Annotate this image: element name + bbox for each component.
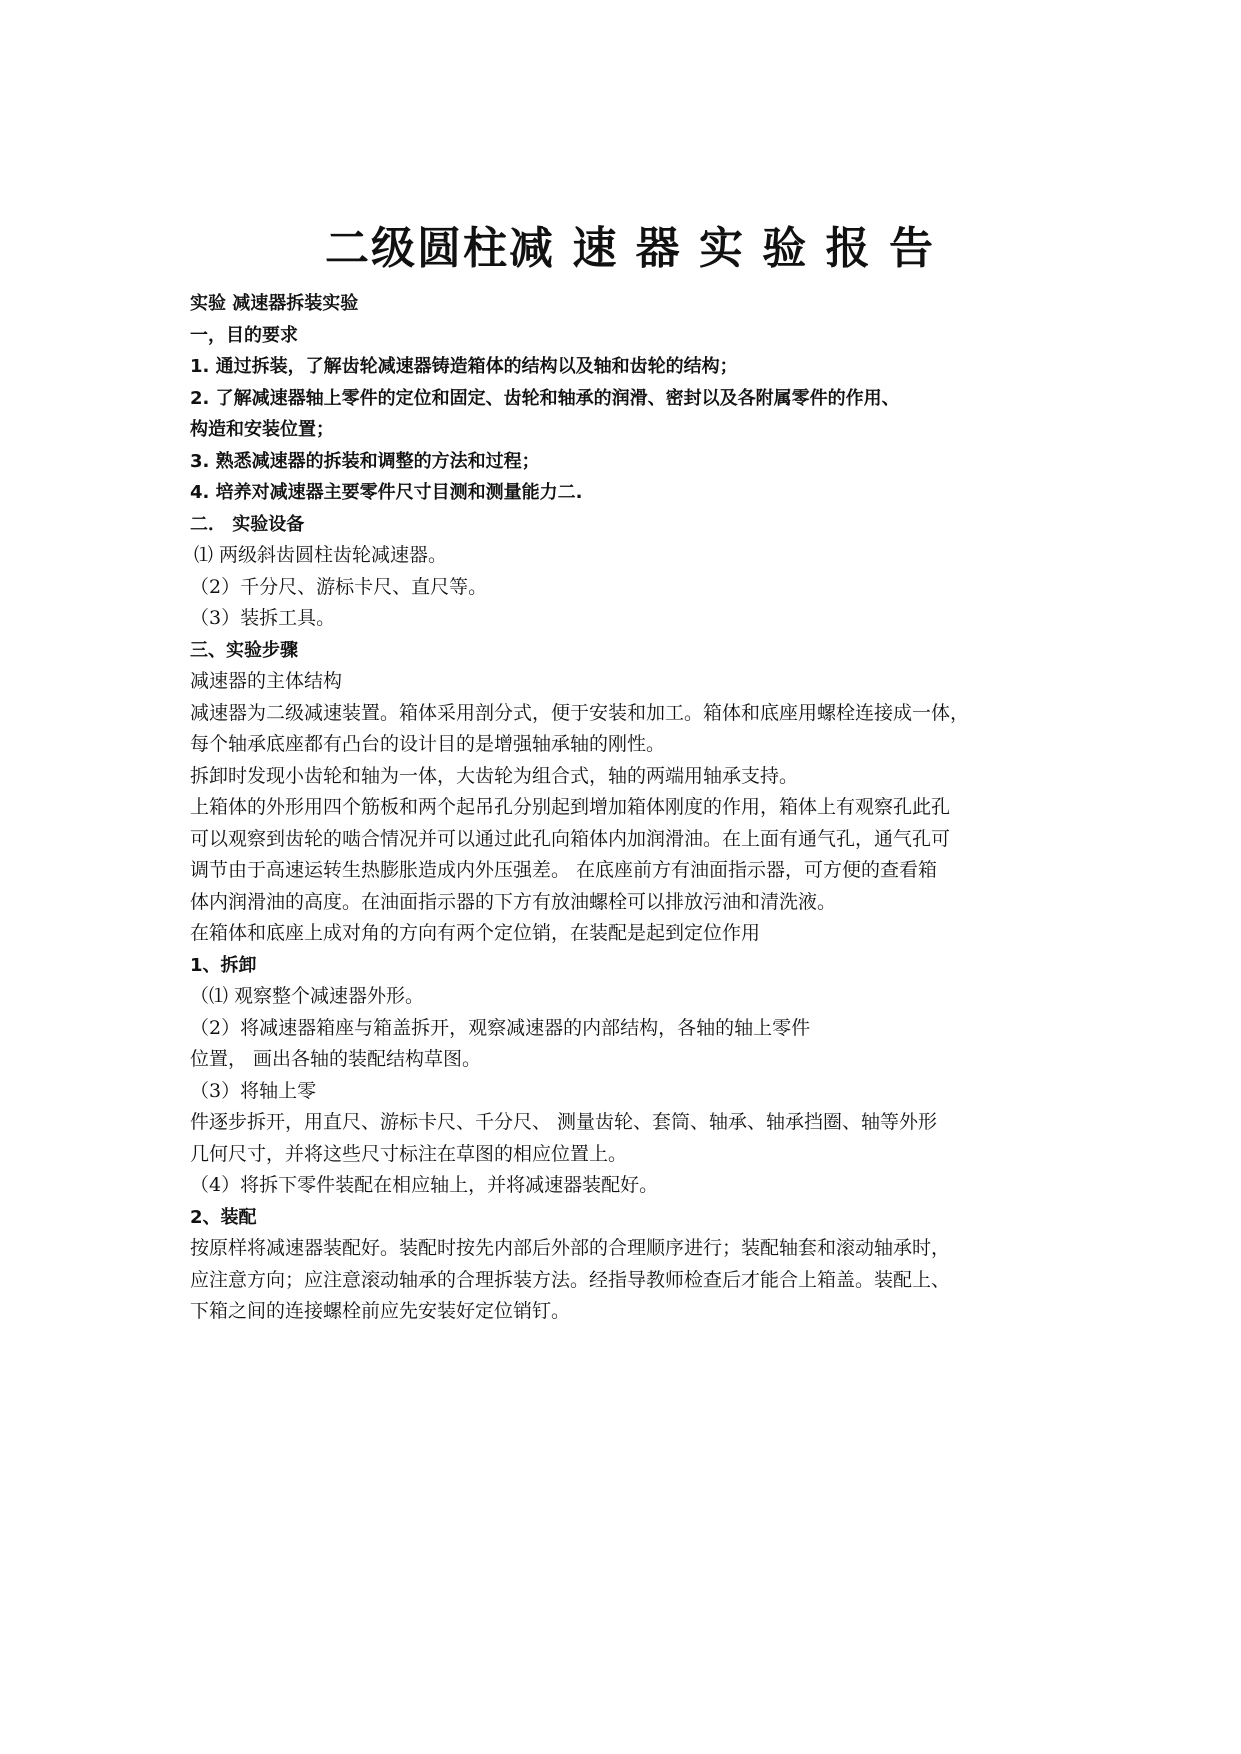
step-item-continued: 位置， 画出各轴的装配结构草图。 bbox=[190, 1048, 482, 1070]
paragraph-line: 应注意方向；应注意滚动轴承的合理拆装方法。经指导教师检查后才能合上箱盖。装配上、 bbox=[190, 1268, 951, 1291]
paragraph-line: 调节由于高速运转生热膨胀造成内外压强差。 在底座前方有油面指示器，可方便的查看箱 bbox=[190, 859, 938, 881]
equipment-item: ⑴ 两级斜齿圆柱齿轮减速器。 bbox=[194, 544, 448, 566]
step-item: （4）将拆下零件装配在相应轴上，并将减速器装配好。 bbox=[190, 1174, 659, 1196]
experiment-name: 实验 减速器拆装实验 bbox=[190, 293, 359, 314]
paragraph-line: 体内润滑油的高度。在油面指示器的下方有放油螺栓可以排放污油和清洗液。 bbox=[190, 890, 837, 913]
subheading-disassembly: 1、拆卸 bbox=[190, 954, 257, 976]
equipment-item: （3）装拆工具。 bbox=[190, 607, 336, 629]
paragraph-line: 下箱之间的连接螺栓前应先安装好定位销钉。 bbox=[190, 1300, 571, 1322]
document-title: 二级圆柱减 速 器 实 验 报 告 bbox=[325, 223, 935, 274]
paragraph-line: 拆卸时发现小齿轮和轴为一体，大齿轮为组合式，轴的两端用轴承支持。 bbox=[190, 764, 799, 787]
objective-item-continued: 构造和安装位置； bbox=[190, 419, 334, 440]
paragraph-line: 在箱体和底座上成对角的方向有两个定位销，在装配是起到定位作用 bbox=[190, 922, 761, 944]
section-heading-steps: 三、实验步骤 bbox=[190, 639, 298, 661]
section-heading-equipment: 二． 实验设备 bbox=[190, 513, 305, 535]
paragraph-line: 减速器的主体结构 bbox=[190, 670, 343, 692]
equipment-item: （2）千分尺、游标卡尺、直尺等。 bbox=[190, 575, 488, 598]
paragraph-line: 按原样将减速器装配好。装配时按先内部后外部的合理顺序进行；装配轴套和滚动轴承时， bbox=[190, 1237, 951, 1259]
paragraph-line: 减速器为二级减速装置。箱体采用剖分式，便于安装和加工。箱体和底座用螺栓连接成一体， bbox=[190, 701, 970, 724]
subheading-assembly: 2、装配 bbox=[190, 1206, 257, 1228]
step-item: （3）将轴上零 bbox=[190, 1079, 317, 1102]
objective-item: 1. 通过拆装，了解齿轮减速器铸造箱体的结构以及轴和齿轮的结构； bbox=[190, 356, 738, 377]
step-item-continued: 几何尺寸，并将这些尺寸标注在草图的相应位置上。 bbox=[190, 1142, 628, 1165]
step-item: （2）将减速器箱座与箱盖拆开，观察减速器的内部结构，各轴的轴上零件 bbox=[190, 1016, 811, 1039]
document-body bbox=[190, 220, 1070, 1328]
step-item: （⑴ 观察整个减速器外形。 bbox=[190, 985, 425, 1007]
paragraph-line: 可以观察到齿轮的啮合情况并可以通过此孔向箱体内加润滑油。在上面有通气孔，通气孔可 bbox=[190, 827, 951, 850]
paragraph-line: 每个轴承底座都有凸台的设计目的是增强轴承轴的刚性。 bbox=[190, 733, 666, 755]
objective-item: 2. 了解减速器轴上零件的定位和固定、齿轮和轴承的润滑、密封以及各附属零件的作用、 bbox=[190, 387, 900, 409]
paragraph-line: 上箱体的外形用四个筋板和两个起吊孔分别起到增加箱体刚度的作用，箱体上有观察孔此孔 bbox=[190, 796, 951, 818]
step-item-continued: 件逐步拆开，用直尺、游标卡尺、千分尺、 测量齿轮、套筒、轴承、轴承挡圈、轴等外形 bbox=[190, 1111, 938, 1133]
objective-item: 3. 熟悉减速器的拆装和调整的方法和过程； bbox=[190, 450, 540, 472]
objective-item: 4. 培养对减速器主要零件尺寸目测和测量能力二. bbox=[190, 482, 583, 503]
section-heading-objectives: 一，目的要求 bbox=[190, 324, 298, 346]
